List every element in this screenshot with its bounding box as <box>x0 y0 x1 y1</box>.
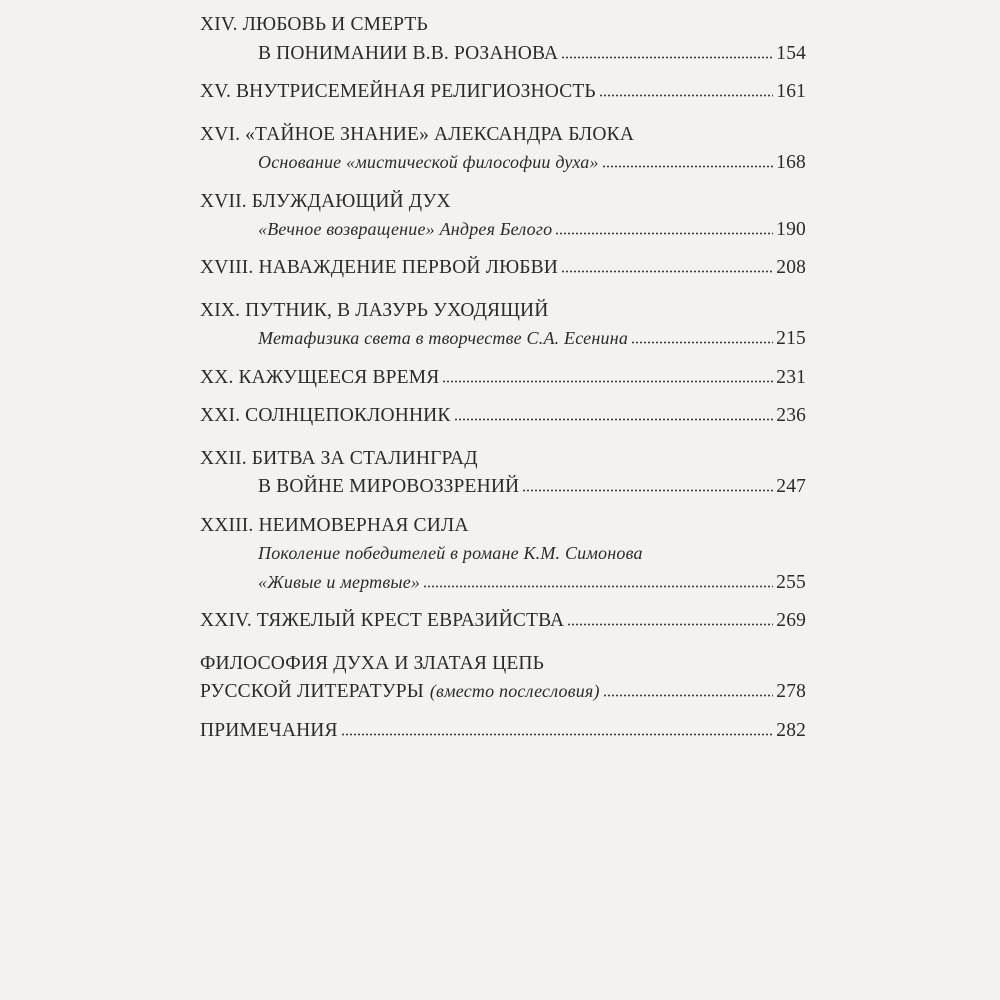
dot-leader <box>423 585 773 588</box>
toc-title: XVI. «ТАЙНОЕ ЗНАНИЕ» АЛЕКСАНДРА БЛОКА <box>200 124 635 145</box>
toc-continuation-note: (вместо послесловия) <box>429 681 600 701</box>
toc-continuation: В ВОЙНЕ МИРОВОЗЗРЕНИЙ <box>258 476 520 497</box>
toc-entry-notes <box>200 720 806 746</box>
toc-title: XVII. БЛУЖДАЮЩИЙ ДУХ <box>200 191 451 212</box>
toc-entry-24 <box>200 610 806 636</box>
toc-entry-18 <box>200 257 806 283</box>
toc-entry-17-title <box>200 191 806 217</box>
dot-leader <box>603 694 774 697</box>
dot-leader <box>567 623 773 626</box>
toc-page-number: 215 <box>776 328 806 349</box>
toc-page-number: 168 <box>776 152 806 173</box>
toc-subtitle: Поколение победителей в романе К.М. Симонова <box>258 543 643 563</box>
toc-title: XVIII. НАВАЖДЕНИЕ ПЕРВОЙ ЛЮБВИ <box>200 257 558 278</box>
dot-leader <box>454 418 774 421</box>
toc-entry-19-title <box>200 300 806 326</box>
dot-leader <box>442 380 773 383</box>
dot-leader <box>522 489 773 492</box>
dot-leader <box>561 56 773 59</box>
toc-page-number: 231 <box>776 367 806 388</box>
toc-entry-19-subtitle <box>258 328 806 354</box>
toc-title: XXIV. ТЯЖЕЛЫЙ КРЕСТ ЕВРАЗИЙСТВА <box>200 610 565 631</box>
toc-entry-15 <box>200 81 806 107</box>
dot-leader <box>341 733 774 736</box>
toc-entry-17-subtitle <box>258 219 806 245</box>
toc-continuation: РУССКОЙ ЛИТЕРАТУРЫ <box>200 681 424 702</box>
toc-entry-22-continuation <box>258 476 806 502</box>
toc-subtitle: «Живые и мертвые» <box>258 572 421 592</box>
toc-page-number: 154 <box>776 43 806 64</box>
toc-title: ПРИМЕЧАНИЯ <box>200 720 338 741</box>
toc-title: ФИЛОСОФИЯ ДУХА И ЗЛАТАЯ ЦЕПЬ <box>200 653 544 674</box>
dot-leader <box>599 94 774 97</box>
toc-entry-16-title <box>200 124 806 150</box>
toc-title: XXIII. НЕИМОВЕРНАЯ СИЛА <box>200 515 469 536</box>
toc-page-number: 278 <box>776 681 806 702</box>
toc-subtitle: Метафизика света в творчестве С.А. Есенина <box>258 328 629 348</box>
toc-page-number: 255 <box>776 572 806 593</box>
toc-subtitle: Основание «мистической философии духа» <box>258 152 599 172</box>
toc-entry-21 <box>200 405 806 431</box>
toc-page-number: 282 <box>776 720 806 741</box>
toc-entry-14-continuation <box>258 43 806 69</box>
toc-title: XX. КАЖУЩЕЕСЯ ВРЕМЯ <box>200 367 440 388</box>
dot-leader <box>631 341 773 344</box>
dot-leader <box>555 232 773 235</box>
toc-entry-23-title <box>200 515 806 541</box>
toc-entry-16-subtitle <box>258 152 806 178</box>
toc-page-number: 161 <box>776 81 806 102</box>
toc-page-number: 208 <box>776 257 806 278</box>
toc-title: XIV. ЛЮБОВЬ И СМЕРТЬ <box>200 14 428 35</box>
toc-page-number: 190 <box>776 219 806 240</box>
toc-page-number: 269 <box>776 610 806 631</box>
toc-entry-20 <box>200 367 806 393</box>
toc-entry-afterword-continuation <box>200 681 806 707</box>
toc-entry-afterword-title <box>200 653 806 679</box>
dot-leader <box>602 165 773 168</box>
toc-title: XXI. СОЛНЦЕПОКЛОННИК <box>200 405 451 426</box>
toc-title: XIX. ПУТНИК, В ЛАЗУРЬ УХОДЯЩИЙ <box>200 300 549 321</box>
toc-subtitle: «Вечное возвращение» Андрея Белого <box>258 219 553 239</box>
toc-title: XV. ВНУТРИСЕМЕЙНАЯ РЕЛИГИОЗНОСТЬ <box>200 81 596 102</box>
toc-page-number: 247 <box>776 476 806 497</box>
toc-title: XXII. БИТВА ЗА СТАЛИНГРАД <box>200 448 478 469</box>
toc-entry-23-subtitle-line2 <box>258 572 806 598</box>
toc-entry-22-title <box>200 448 806 474</box>
toc-continuation: В ПОНИМАНИИ В.В. РОЗАНОВА <box>258 43 559 64</box>
toc-entry-14-title <box>200 14 806 40</box>
toc-page-number: 236 <box>776 405 806 426</box>
dot-leader <box>561 270 773 273</box>
toc-entry-23-subtitle-line1 <box>258 543 806 569</box>
